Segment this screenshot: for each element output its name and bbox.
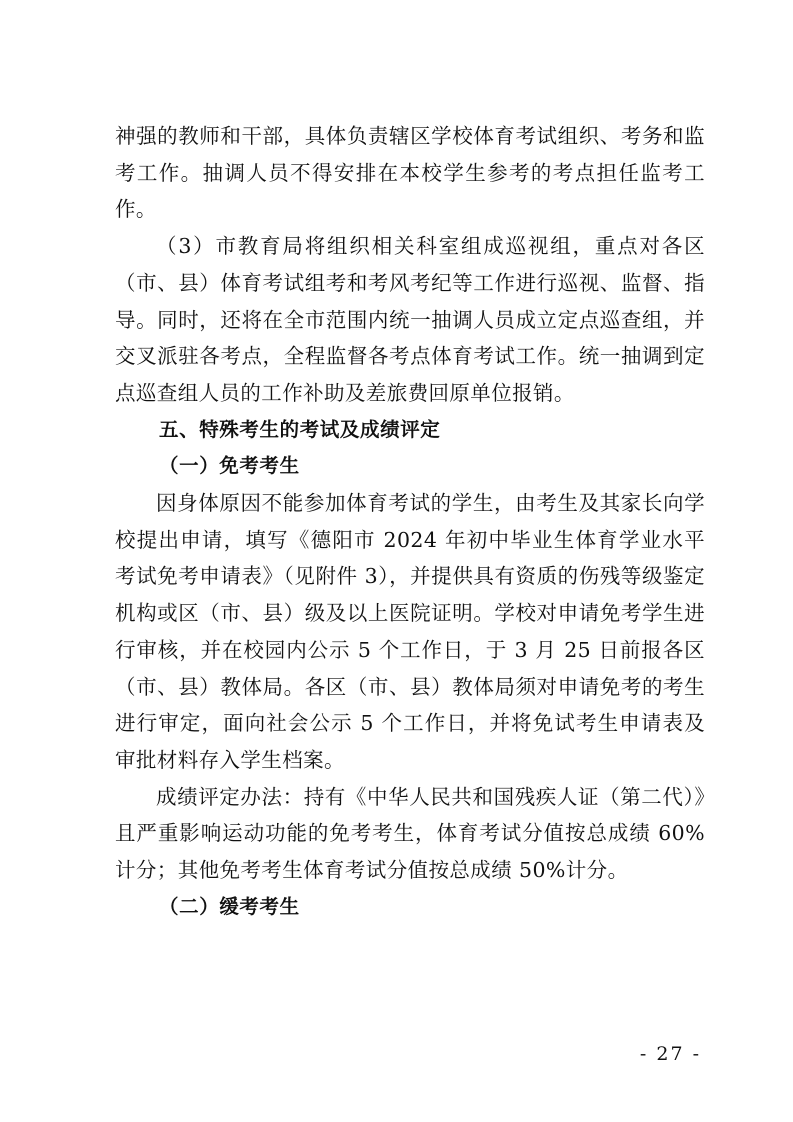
subsection-heading-exempt-candidates: （一）免考考生 bbox=[159, 454, 300, 478]
paragraph-inspection-groups: （3）市教育局将组织相关科室组成巡视组，重点对各区（市、县）体育考试组考和考风考纪等工作进行巡视、监督、指导。同时，还将在全市范围内统一抽调人员成立定点巡查组，并交叉派驻各考点，全程监督各考点体育考试工作。统一抽调到定点巡查组人员的工作补助及差旅费回原单位报销。 bbox=[115, 234, 705, 405]
paragraph-continuation: 神强的教师和干部，具体负责辖区学校体育考试组织、考务和监考工作。抽调人员不得安排在本校学生参考的考点担任监考工作。 bbox=[115, 124, 705, 222]
section-heading-special-candidates: 五、特殊考生的考试及成绩评定 bbox=[159, 417, 441, 441]
page-number: - 27 - bbox=[639, 1043, 701, 1065]
document-body bbox=[115, 118, 705, 925]
paragraph-scoring-method: 成绩评定办法：持有《中华人民共和国残疾人证（第二代）》且严重影响运动功能的免考考生，体育考试分值按总成绩 60%计分；其他免考考生体育考试分值按总成绩 50%计分。 bbox=[115, 784, 705, 883]
subsection-heading-deferred-candidates: （二）缓考考生 bbox=[159, 894, 300, 918]
paragraph-exemption-procedure: 因身体原因不能参加体育考试的学生，由考生及其家长向学校提出申请，填写《德阳市 2024 年初中毕业生体育学业水平考试免考申请表》（见附件 3），并提供具有资质的伤残等级鉴定机构或区（市、县）级及以上医院证明。学校对申请免考学生进行审核，并在校园内公示 5 个工作日，于 3 月 25 日前报各区（市、县）教体局。各区（市、县）教体局须对申请免考的考生进行审定，面向社会公示 5 个工作日，并将免试考生申请表及审批材料存入学生档案。 bbox=[115, 491, 705, 772]
